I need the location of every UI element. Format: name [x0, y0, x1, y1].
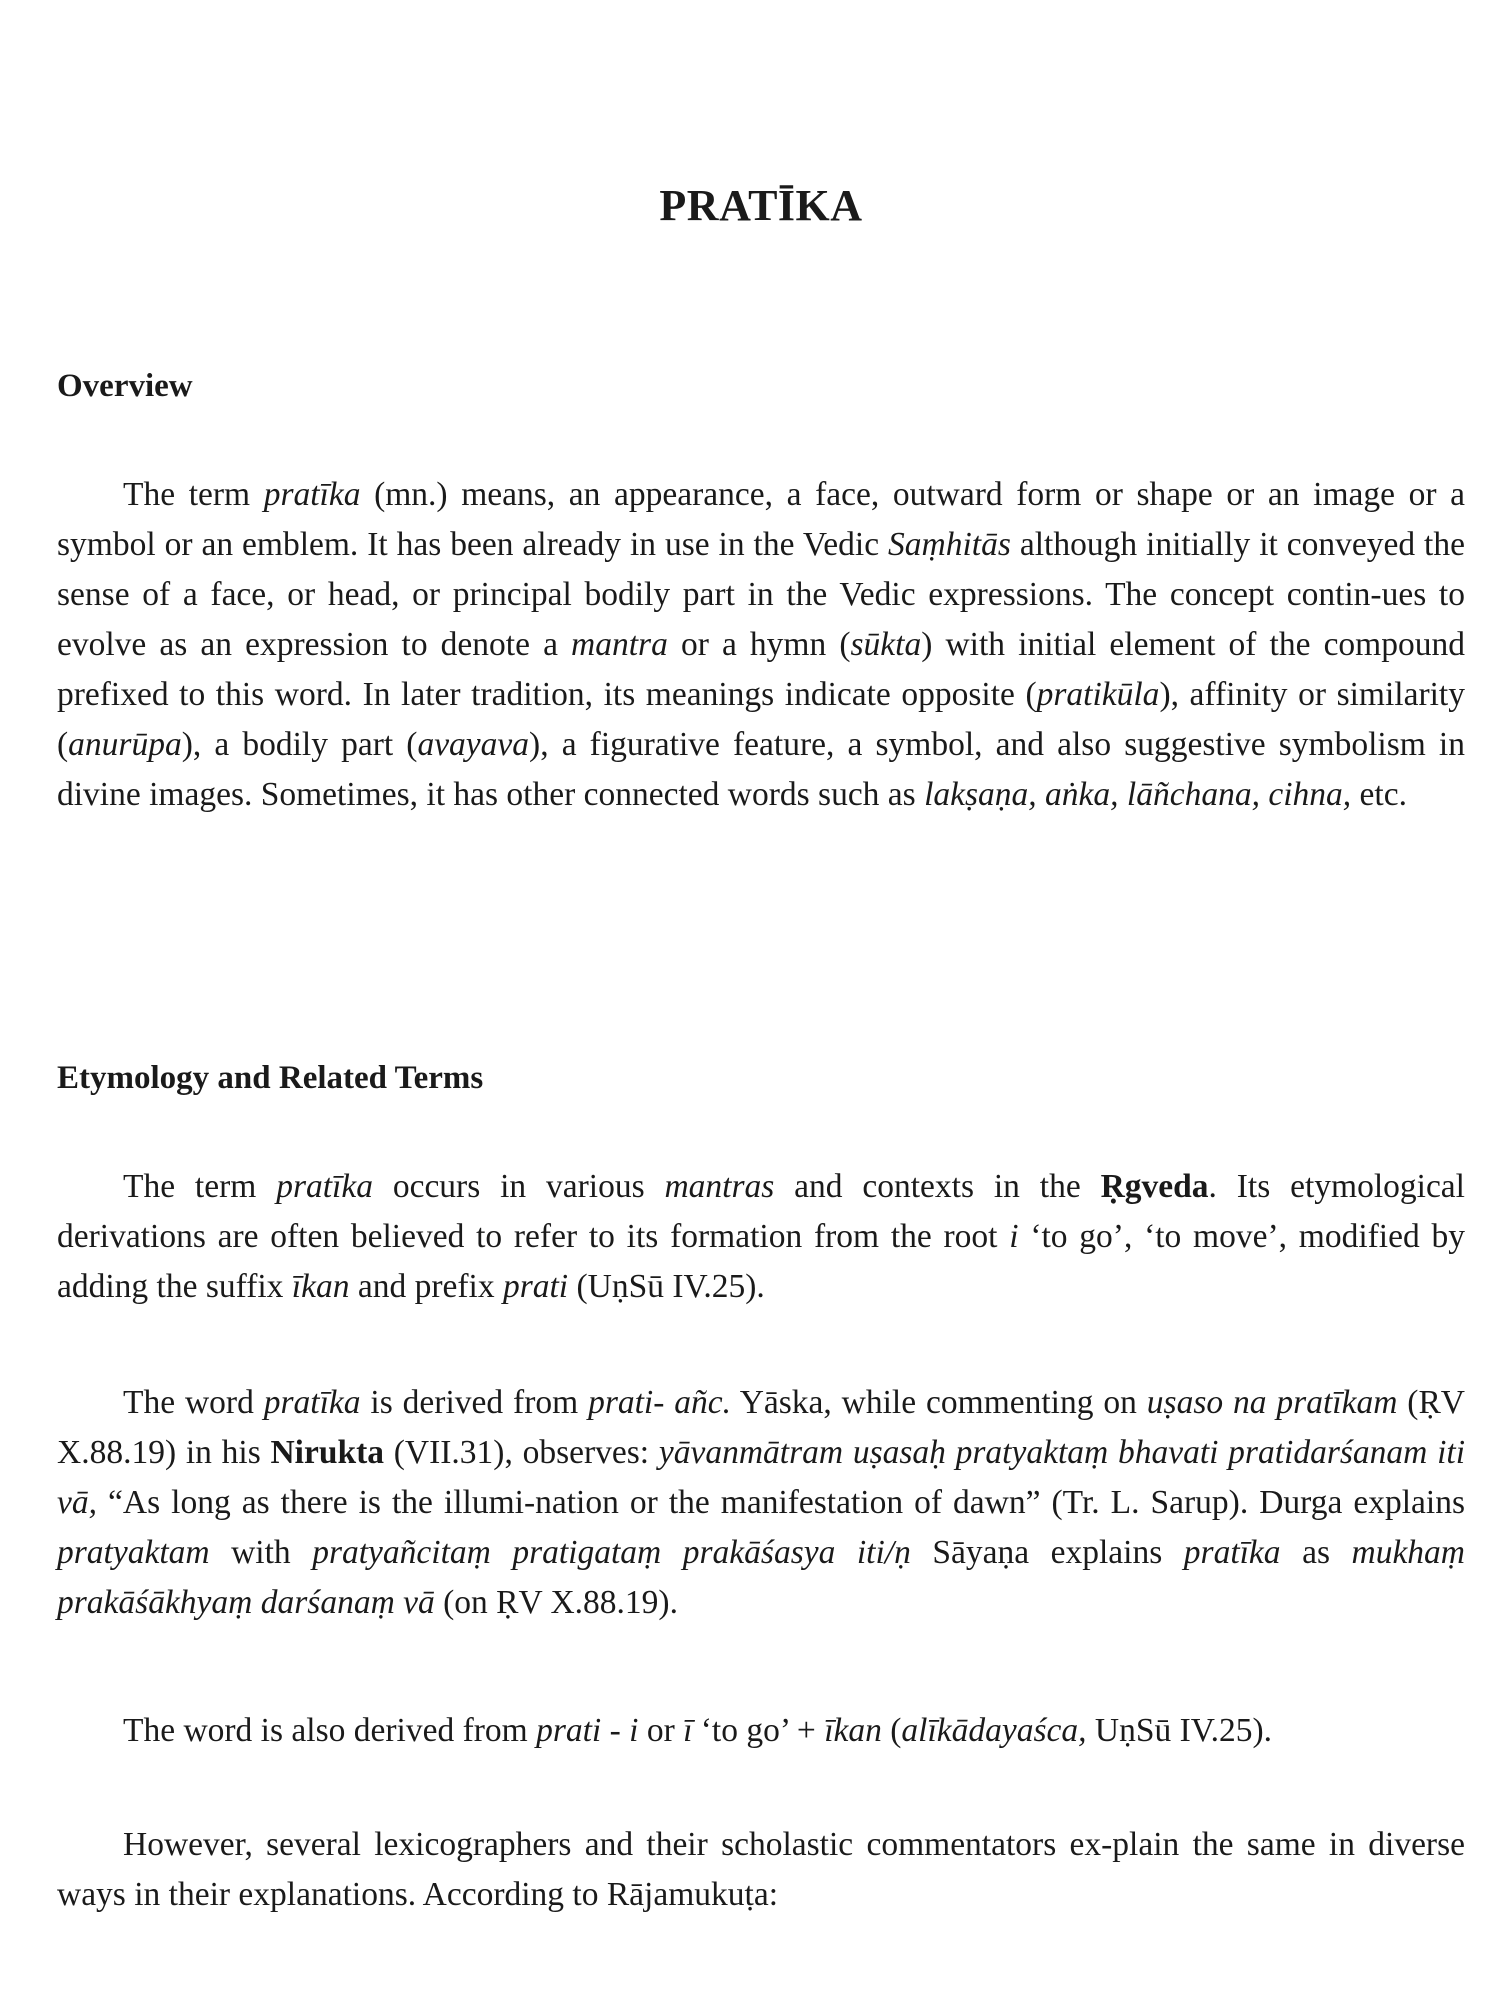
etymology-paragraph-4: However, several lexicographers and their scholastic commentators ex-plain the same in diverse ways in their explanations. According to Rājamukuṭa: — [57, 1826, 1465, 1913]
italic-term: mantra — [571, 626, 668, 663]
italic-term: pratyañcitaṃ pratigataṃ prakāśasya iti/ṇ — [312, 1534, 911, 1571]
italic-term: pratīka — [1183, 1534, 1281, 1571]
bold-term: Nirukta — [270, 1434, 385, 1471]
italic-term: ī — [683, 1712, 693, 1749]
italic-term: Saṃhitās — [888, 526, 1011, 563]
italic-term: mukhaṃ prakāśākhyaṃ darśanaṃ vā — [57, 1534, 1466, 1621]
italic-term: prati- añc. — [588, 1384, 732, 1421]
italic-term: pratyaktam — [57, 1534, 210, 1571]
italic-term: uṣaso na pratīkam — [1146, 1384, 1398, 1421]
italic-term: pratīka — [263, 1384, 361, 1421]
italic-term: pratīka — [276, 1168, 373, 1205]
section-heading-etymology: Etymology and Related Terms — [57, 1060, 484, 1096]
italic-term: yāvanmātram uṣasaḥ pratyaktaṃ bhavati pratidarśanam iti vā, — [57, 1434, 1466, 1521]
bold-term: Ṛgveda — [1100, 1168, 1209, 1205]
italic-term: lakṣaṇa, aṅka, lāñchana, cihna, — [924, 776, 1352, 813]
italic-term: sūkta — [850, 626, 922, 663]
section-heading-overview: Overview — [57, 368, 193, 404]
italic-term: īkan — [291, 1268, 350, 1305]
italic-term: mantras — [664, 1168, 775, 1205]
etymology-paragraph-3: The word is also derived from prati - i or ī ‘to go’ + īkan (alīkādayaśca, UṇSū IV.25). — [123, 1712, 1273, 1749]
etymology-paragraph-1: The term pratīka occurs in various mantras and contexts in the Ṛgveda. Its etymological derivations are often believed to refer to its formation from the root i ‘to go’, ‘to move’, modified by adding the suffix īkan and prefix prati (UṇSū IV.25). — [57, 1168, 1465, 1305]
italic-term: pratikūla — [1036, 676, 1160, 713]
etymology-paragraph-2: The word pratīka is derived from prati- añc. Yāska, while commenting on uṣaso na pratīkam (ṚV X.88.19) in his Nirukta (VII.31), observes: yāvanmātram uṣasaḥ pratyaktaṃ bhavati pratidarśanam iti vā, “As long as there is the illumi-nation or the manifestation of dawn” (Tr. L. Sarup). Durga explains pratyaktam with pratyañcitaṃ pratigataṃ prakāśasya iti/ṇ Sāyaṇa explains pratīka as mukhaṃ prakāśākhyaṃ darśanaṃ vā (on ṚV X.88.19). — [57, 1384, 1466, 1621]
italic-term: avayava — [417, 726, 530, 763]
italic-term: prati - i — [536, 1712, 639, 1749]
italic-term: i — [1009, 1218, 1019, 1255]
italic-term: alīkādayaśca, — [901, 1712, 1087, 1749]
italic-term: īkan — [824, 1712, 882, 1749]
document-page — [57, 0, 1465, 2000]
page-title: PRATĪKA — [659, 181, 863, 230]
italic-term: pratīka — [263, 476, 361, 513]
overview-paragraph: The term pratīka (mn.) means, an appearance, a face, outward form or shape or an image or a symbol or an emblem. It has been already in use in the Vedic Saṃhitās although initially it conveyed the sense of a face, or head, or principal bodily part in the Vedic expressions. The concept contin-ues to evolve as an expression to denote a mantra or a hymn (sūkta) with initial element of the compound prefixed to this word. In later tradition, its meanings indicate opposite (pratikūla), affinity or similarity (anurūpa), a bodily part (avayava), a figurative feature, a symbol, and also suggestive symbolism in divine images. Sometimes, it has other connected words such as lakṣaṇa, aṅka, lāñchana, cihna, etc. — [57, 476, 1465, 813]
italic-term: prati — [502, 1268, 569, 1305]
italic-term: anurūpa — [68, 726, 182, 763]
